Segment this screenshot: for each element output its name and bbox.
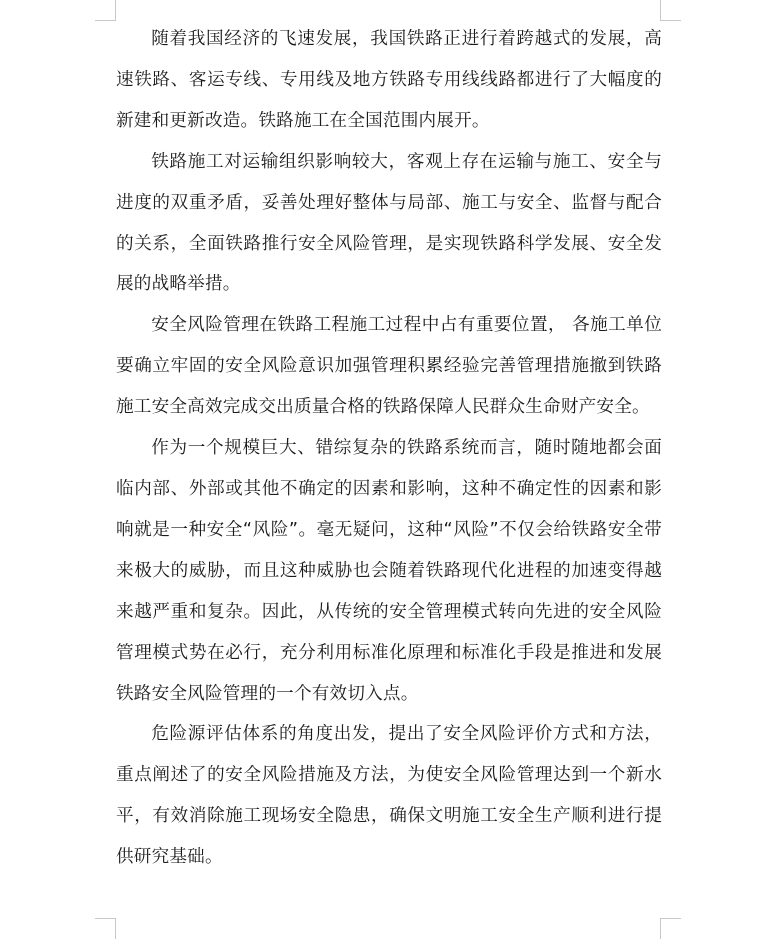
crop-mark-bottom-left <box>95 918 116 939</box>
paragraph-2: 铁路施工对运输组织影响较大，客观上存在运输与施工、安全与进度的双重矛盾，妥善处理好整体与局部、施工与安全、监督与配合的关系，全面铁路推行安全风险管理，是实现铁路科学发展、安全发展的战略举措。 <box>116 151 662 295</box>
crop-mark-top-left <box>95 0 116 21</box>
crop-mark-bottom-right <box>660 918 681 939</box>
paragraph-4: 作为一个规模巨大、错综复杂的铁路系统而言，随时随地都会面临内部、外部或其他不确定的因素和影响，这种不确定性的因素和影响就是一种安全“风险”。毫无疑问，这种“风险”不仅会给铁路安全带来极大的威胁，而且这种威胁也会随着铁路现代化进程的加速变得越来越严重和复杂。因此，从传统的安全管理模式转向先进的安全风险管理模式势在必行，充分利用标准化原理和标准化手段是推进和发展铁路安全风险管理的一个有效切入点。 <box>116 438 662 704</box>
paragraph-5: 危险源评估体系的角度出发，提出了安全风险评价方式和方法，重点阐述了的安全风险措施及方法，为使安全风险管理达到一个新水平，有效消除施工现场安全隐患，确保文明施工安全生产顺利进行提供研究基础。 <box>116 724 662 868</box>
paragraph-3: 安全风险管理在铁路工程施工过程中占有重要位置， 各施工单位要确立牢固的安全风险意识加强管理积累经验完善管理措施撤到铁路施工安全高效完成交出质量合格的铁路保障人民群众生命财产安全。 <box>116 315 662 418</box>
document-body[interactable] <box>116 19 662 878</box>
paragraph-1: 随着我国经济的飞速发展，我国铁路正进行着跨越式的发展，高速铁路、客运专线、专用线及地方铁路专用线线路都进行了大幅度的新建和更新改造。铁路施工在全国范围内展开。 <box>116 29 662 131</box>
crop-mark-top-right <box>660 0 681 21</box>
